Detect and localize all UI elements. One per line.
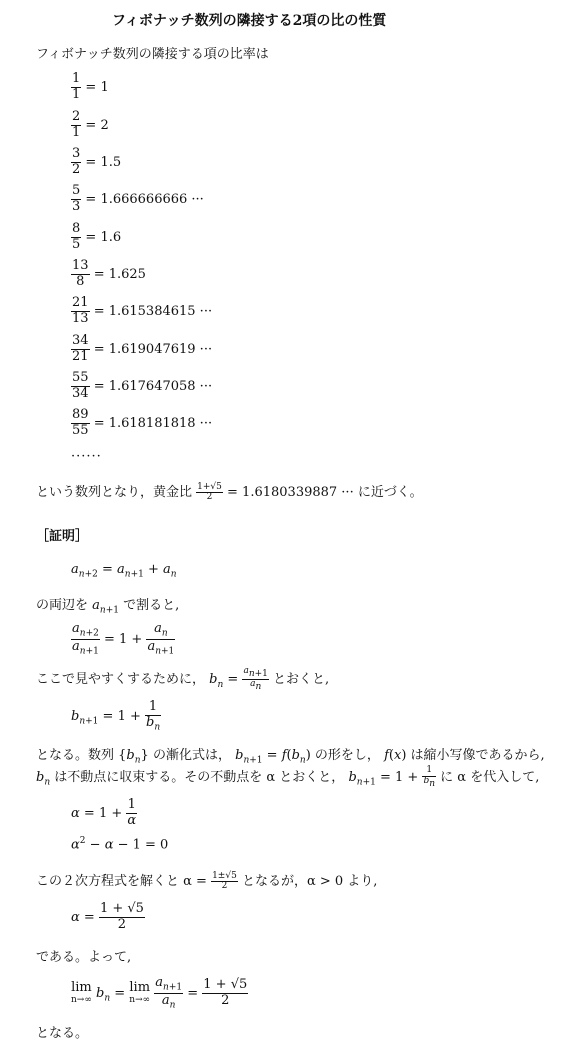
ratio-item: $\frac{21}{13}$ = 1.615384615 ··· [72,295,213,326]
equation-alpha: α = 1 + $\frac{1}{\alpha}$ [71,797,137,828]
golden-ratio-line: という数列となり，黄金比 $\frac{1+√5}{2}$ = 1.6180339887 ··· に近づく。 [36,481,423,502]
ellipsis: ······ [71,449,102,464]
equation-alpha-value: α = $\frac{1 + √5}{2}$ [71,901,144,932]
text-end: となる。 [36,1026,89,1041]
page-title: フィボナッチ数列の隣接する2項の比の性質 [112,13,387,29]
text-contraction: となる。数列 $\{b_n\}$ の漸化式は， $b_{n+1} = f(b_n)$ の形をし， f(x) は縮小写像であるから, [36,748,545,766]
text-quadratic: この２次方程式を解くと α = $\frac{1\pm√5}{2}$ となるが，α > 0 より, [36,870,378,891]
equation-bn: $b_{n+1} = 1$ + $\frac{1}{b_n}$ [71,699,161,733]
proof-heading: ［証明］ [36,529,89,544]
equation-recurrence: $a_{n+2} = a_{n+1} + a_n$ [71,562,177,580]
text-fixed-point: $b_n$ は不動点に収束する。その不動点を α とおくと， $b_{n+1} = 1$ + $\frac{1}{b_n}$ に α を代入して, [36,765,540,789]
golden-fraction: $\frac{1+√5}{2}$ [197,481,222,502]
ratio-item: $\frac{89}{55}$ = 1.618181818 ··· [72,407,213,438]
intro-text: フィボナッチ数列の隣接する項の比率は [36,47,269,62]
ratio-item: $\frac{13}{8}$ = 1.625 [72,258,146,289]
ratio-item: $\frac{3}{2}$ = 1.5 [72,146,122,177]
text-divide: の両辺を $a_{n+1}$ で割ると, [36,598,180,616]
equation-quadratic: $\alpha^2 - \alpha - 1 = 0$ [71,836,169,853]
text-define-bn: ここで見やすくするために， $b_n$ = $\frac{a_{n+1}}{a_n}$ とおくと, [36,666,330,693]
equation-limit: lim n→∞ $b_n$ = lim n→∞ $\frac{a_{n+1}}{a_n}$ = $\frac{1 + √5}{2}$ [71,975,248,1011]
ratio-item: $\frac{1}{1}$ = 1 [72,71,109,102]
equation-divided: $\frac{a_{n+2}}{a_{n+1}}$ = 1 + $\frac{a_n}{a_{n+1}}$ [72,621,175,657]
text-therefore: である。よって, [36,950,132,965]
ratio-item: $\frac{2}{1}$ = 2 [72,109,109,140]
ratio-item: $\frac{55}{34}$ = 1.617647058 ··· [72,370,213,401]
ratio-item: $\frac{5}{3}$ = 1.666666666 ··· [72,183,204,214]
ratio-item: $\frac{8}{5}$ = 1.6 [72,221,122,252]
ratio-item: $\frac{34}{21}$ = 1.619047619 ··· [72,333,213,364]
